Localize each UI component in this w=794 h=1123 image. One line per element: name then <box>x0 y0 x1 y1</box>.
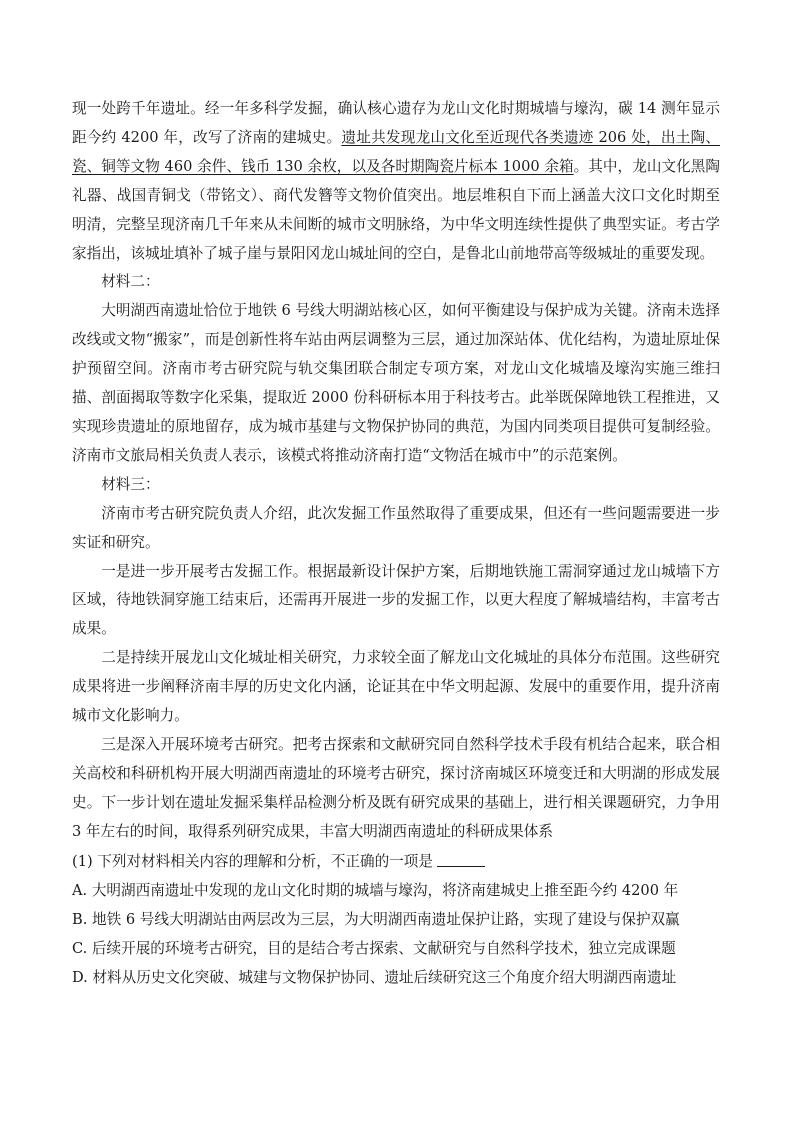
option-c: C. 后续开展的环境考古研究，目的是结合考古探索、文献研究与自然科学技术，独立完成课题 <box>72 940 676 958</box>
discovery-text-before: 现一处跨千年遗址。经一年多科学发掘，确认核心遗存为龙山文化时期城墙与壕沟，碳 14 测年显示距今约 4200 年，改写了济南的建城史。 <box>72 100 720 146</box>
material3-point-1: 一是进一步开展考古发掘工作。根据最新设计保护方案，后期地铁施工需洞穿通过龙山城墙下方区域，待地铁洞穿施工结束后，还需再开展进一步的发掘工作，以更大程度了解城墙结构，丰富考古成果。 <box>72 562 720 638</box>
paragraph-site-discovery <box>72 95 720 268</box>
material3-heading: 材料三： <box>101 475 160 493</box>
question-stem-text: (1) 下列对材料相关内容的理解和分析，不正确的一项是 <box>72 852 433 870</box>
option-d: D. 材料从历史文化突破、城建与文物保护协同、遗址后续研究这三个角度介绍大明湖西南遗址 <box>72 969 677 987</box>
answer-blank[interactable] <box>437 852 485 867</box>
option-a: A. 大明湖西南遗址中发现的龙山文化时期的城墙与壕沟，将济南建城史上推至距今约 4200 年 <box>72 881 679 899</box>
material3-point-2: 二是持续开展龙山文化城址相关研究，力求较全面了解龙山文化城址的具体分布范围。这些研究成果将进一步阐释济南丰厚的历史文化内涵，论证其在中华文明起源、发展中的重要作用，提升济南城市文化影响力。 <box>72 649 720 725</box>
material3-intro: 济南市考古研究院负责人介绍，此次发掘工作虽然取得了重要成果，但还有一些问题需要进一步实证和研究。 <box>72 504 720 551</box>
document-page <box>72 95 720 993</box>
discovery-text-after: 。其中，龙山文化黑陶礼器、战国青铜戈（带铭文）、商代发簪等文物价值突出。地层堆积自下而上涵盖大汶口文化时期至明清，完整呈现济南几千年来从未间断的城市文明脉络，为中华文明连续性提供了典型实证。考古学家指出，该城址填补了城子崖与景阳冈龙山城址间的空白，是鲁北山前地带高等级城址的重要发现。 <box>72 157 720 262</box>
discovery-text-underlined: 遗址共发现龙山文化至近现代各类遗迹 206 处，出土陶、瓷、铜等文物 460 余件、钱币 130 余枚，以及各时期陶瓷片标本 1000 余箱 <box>72 128 720 175</box>
question-stem <box>72 847 720 876</box>
material3-point-3: 三是深入开展环境考古研究。把考古探索和文献研究同自然科学技术手段有机结合起来，联合相关高校和科研机构开展大明湖西南遗址的环境考古研究，探讨济南城区环境变迁和大明湖的形成发展史。下一步计划在遗址发掘采集样品检测分析及既有研究成果的基础上，进行相关课题研究，力争用 3 年左右的时间，取得系列研究成果，丰富大明湖西南遗址的科研成果体系 <box>72 735 720 840</box>
material2-text: 大明湖西南遗址恰位于地铁 6 号线大明湖站核心区，如何平衡建设与保护成为关键。济南未选择改线或文物“搬家”，而是创新性将车站由两层调整为三层，通过加深站体、优化结构，为遗址原址保护预留空间。济南市考古研究院与轨交集团联合制定专项方案，对龙山文化城墙及壕沟实施三维扫描、剖面揭取等数字化采集，提取近 2000 份科研标本用于科技考古。此举既保障地铁工程推进，又实现珍贵遗址的原地留存，成为城市基建与文物保护协同的典范，为国内同类项目提供可复制经验。济南市文旅局相关负责人表示，该模式将推动济南打造“文物活在城市中”的示范案例。 <box>72 302 720 464</box>
option-b: B. 地铁 6 号线大明湖站由两层改为三层，为大明湖西南遗址保护让路，实现了建设与保护双赢 <box>72 910 680 928</box>
material2-heading: 材料二： <box>101 273 160 291</box>
